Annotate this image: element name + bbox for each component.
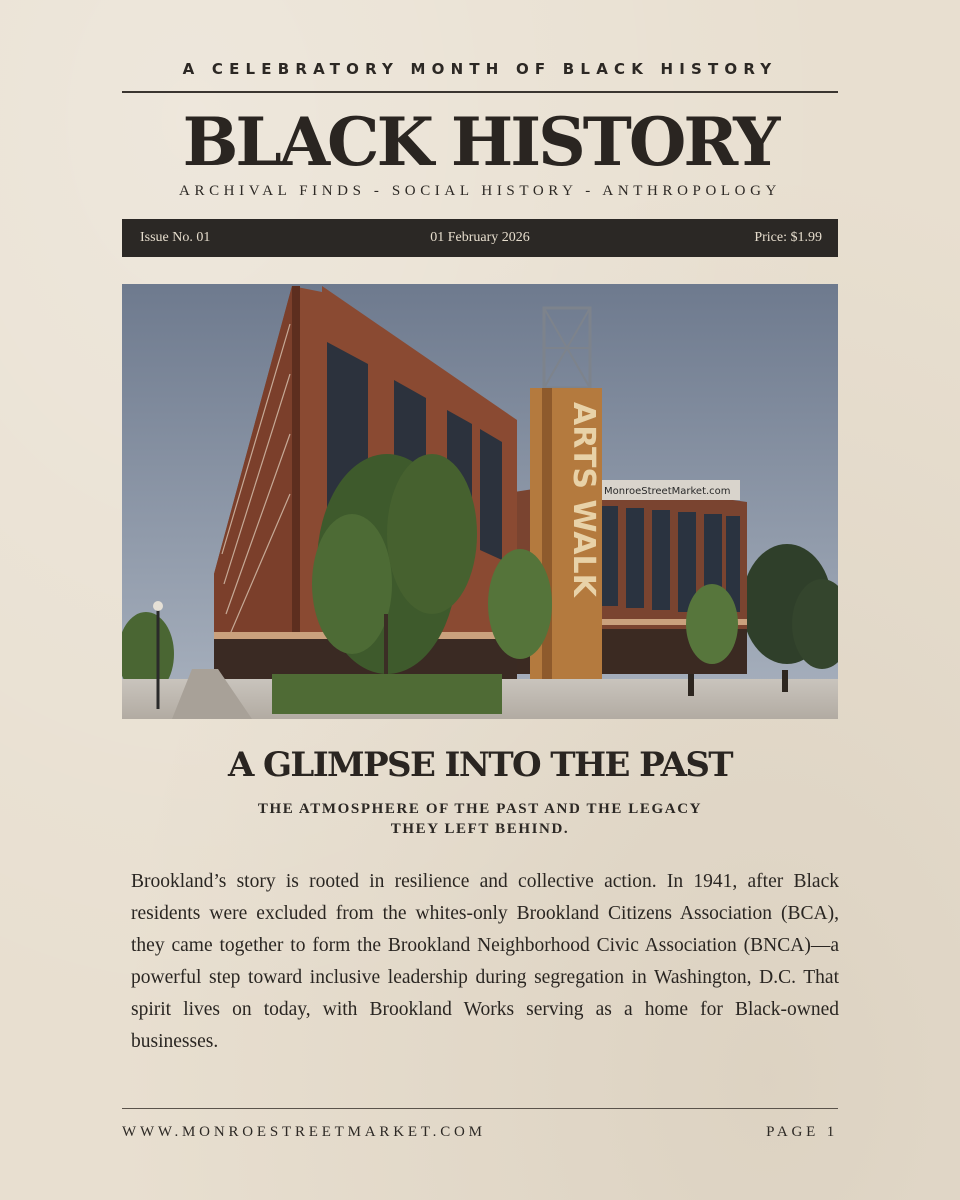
issue-number: Issue No. 01 — [140, 230, 211, 245]
svg-text:MonroeStreetMarket.com: MonroeStreetMarket.com — [604, 486, 731, 497]
kicker-text: A CELEBRATORY MONTH OF BLACK HISTORY — [182, 60, 778, 78]
masthead-title: BLACK HISTORY — [182, 103, 778, 181]
issue-price: Price: $1.99 — [754, 230, 822, 245]
hero-photo — [122, 284, 838, 719]
page-number: PAGE 1 — [766, 1124, 838, 1140]
svg-text:ARTS WALK: ARTS WALK — [566, 402, 601, 597]
article-headline: A GLIMPSE INTO THE PAST — [227, 745, 732, 785]
deck-line-2: THEY LEFT BEHIND. — [390, 821, 570, 837]
top-divider — [122, 91, 838, 93]
article-deck — [240, 799, 720, 839]
footer-url[interactable]: WWW.MONROESTREETMARKET.COM — [122, 1124, 486, 1140]
subhead-text: ARCHIVAL FINDS - SOCIAL HISTORY - ANTHROPOLOGY — [179, 183, 781, 199]
issue-bar — [122, 219, 838, 257]
issue-date: 01 February 2026 — [430, 230, 530, 245]
bottom-divider — [122, 1108, 838, 1109]
article-body: Brookland’s story is rooted in resilience and collective action. In 1941, after Black residents were excluded from the whites-only Brookland Citizens Association (BCA), they came together to form the Brookland Neighborhood Civic Association (BNCA)—a powerful step toward inclusive leadership during segregation in Washington, D.C. That spirit lives on today, with Brookland Works serving as a home for Black-owned businesses. — [131, 871, 839, 1052]
deck-line-1: THE ATMOSPHERE OF THE PAST AND THE LEGACY — [257, 801, 703, 817]
